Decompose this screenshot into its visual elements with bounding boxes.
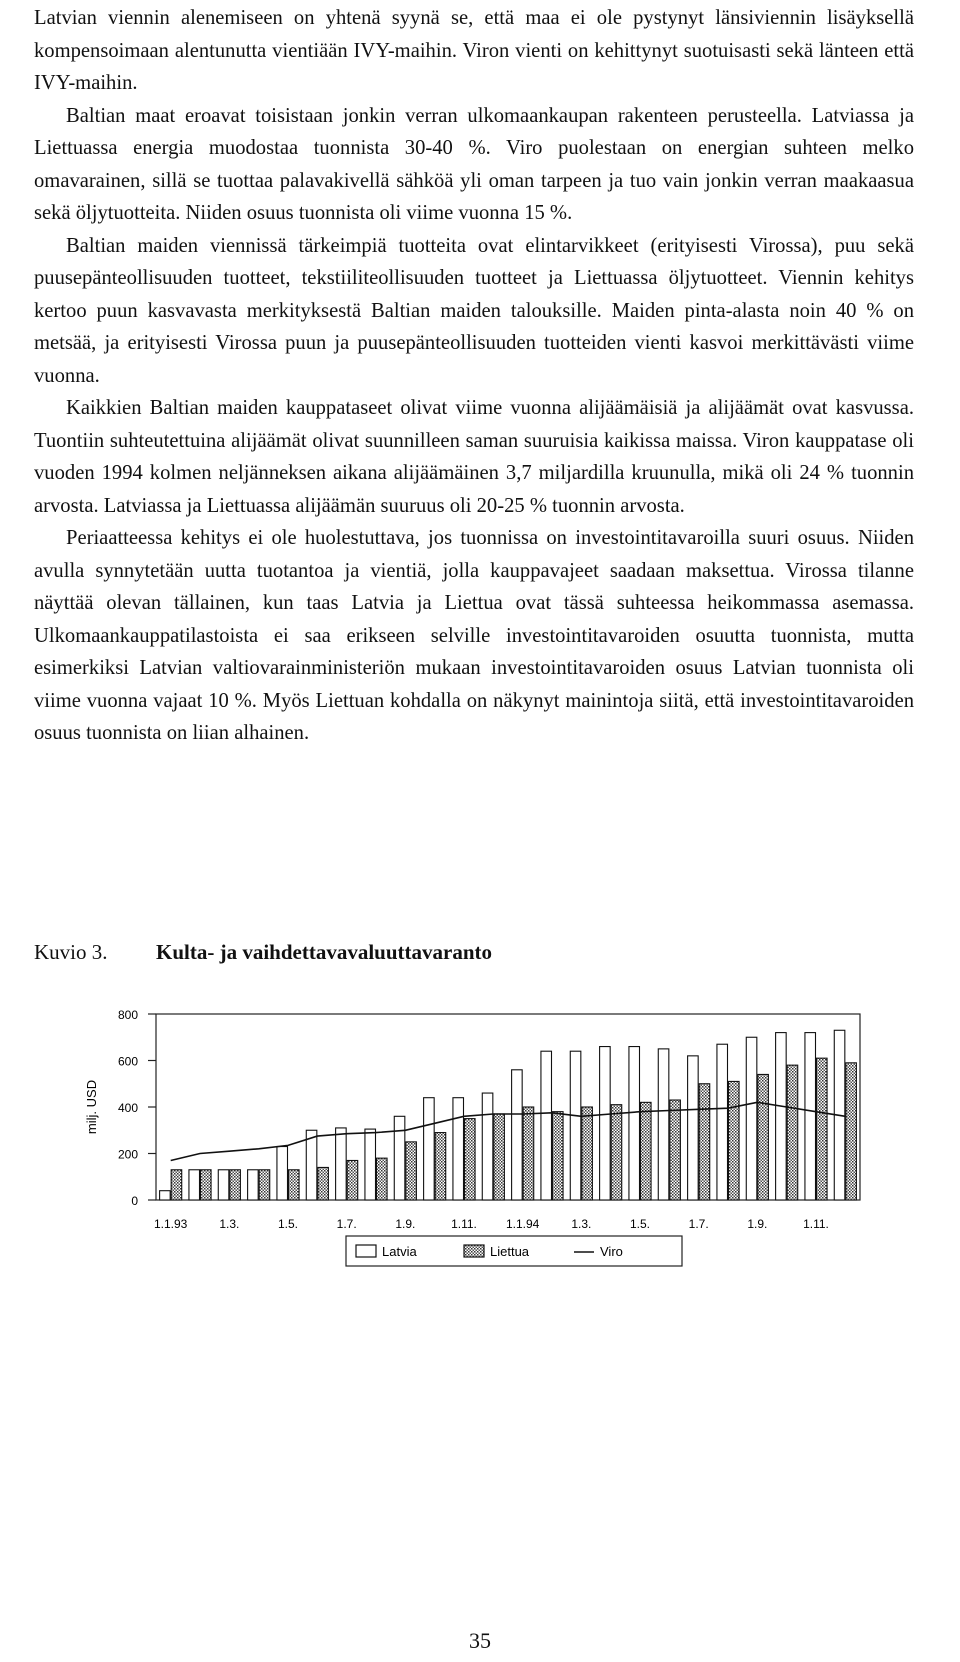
x-tick-label: 1.11. — [451, 1217, 477, 1231]
bar-latvia — [570, 1051, 581, 1200]
bar-latvia — [746, 1037, 757, 1200]
paragraph-2: Baltian maat eroavat toisistaan jonkin verran ulkomaankaupan rakenteen perusteella. Latviassa ja Liettuassa energia muodostaa tuonnista 30-40 %. Viro puolestaan on energian suhteen melko omavarainen, sillä se tuottaa palavakivellä sähköä yli oman tarpeen ja tuo vain jonkin verran maakaasua sekä öljytuotteita. Niiden osuus tuonnista oli viime vuonna 15 %. — [34, 104, 914, 224]
bar-liettua — [318, 1167, 329, 1200]
bar-liettua — [406, 1142, 417, 1200]
bar-liettua — [201, 1170, 212, 1200]
x-tick-label: 1.3. — [571, 1217, 592, 1231]
bar-liettua — [553, 1112, 564, 1200]
bar-liettua — [611, 1105, 622, 1200]
page-number: 35 — [469, 1628, 491, 1653]
y-tick-label: 400 — [117, 1101, 138, 1115]
y-tick-label: 200 — [117, 1147, 138, 1162]
bar-latvia — [336, 1128, 347, 1200]
bar-latvia — [482, 1093, 493, 1200]
paragraph-3: Baltian maiden viennissä tärkeimpiä tuotteita ovat elintarvikkeet (erityisesti Virossa), puu sekä puusepänteollisuuden tuotteet, tekstiiliteollisuuden tuotteet ja Liettuassa öljytuotteet. Viennin kehitys kertoo puun kasvavasta merkityksestä Baltian maiden talouksille. Maiden pinta-alasta noin 40 % on metsää, ja erityisesti Virossa puun ja puusepänteollisuuden tuotteiden vienti kasvoi merkittävästi viime vuonna. — [34, 234, 914, 387]
bar-latvia — [541, 1051, 552, 1200]
bar-liettua — [699, 1084, 710, 1200]
bar-latvia — [277, 1147, 288, 1200]
bar-latvia — [306, 1130, 317, 1200]
bar-latvia — [453, 1098, 464, 1200]
paragraph-4: Kaikkien Baltian maiden kauppataseet olivat viime vuonna alijäämäisiä ja alijäämät ovat kasvussa. Tuontiin suhteutettuina alijäämät olivat suunnilleen saman suuruisia kaikissa maissa. Viron kauppatase oli vuoden 1994 kolmen neljänneksen aikana alijäämäinen 3,7 miljardilla kruunulla, mikä oli 24 % tuonnin arvosta. Latviassa ja Liettuassa alijäämän suuruus oli 20-25 % tuonnin arvosta. — [34, 397, 914, 517]
legend-swatch-liettua — [464, 1245, 484, 1257]
x-tick-label: 1.5. — [277, 1217, 299, 1231]
bar-latvia — [248, 1170, 259, 1200]
x-tick-label: 1.11. — [803, 1217, 829, 1231]
bar-latvia — [776, 1033, 787, 1200]
bar-liettua — [289, 1170, 300, 1200]
bar-liettua — [582, 1107, 593, 1200]
bar-liettua — [259, 1170, 270, 1200]
y-tick-label: 600 — [117, 1054, 138, 1069]
x-tick-label: 1.9. — [747, 1217, 768, 1231]
figure-label: Kuvio 3. — [34, 940, 108, 964]
x-tick-label: 1.3. — [219, 1217, 240, 1231]
paragraph-5: Periaatteessa kehitys ei ole huolestuttava, jos tuonnissa on investointitavaroilla suuri osuus. Niiden avulla synnytetään uutta tuotantoa ja vientiä, jolla kauppavajeet saadaan maksettua. Virossa tilanne näyttää olevan tällainen, kun taas Latvia ja Liettua ovat tässä suhteessa heikommassa asemassa. Ulkomaankauppatilastoista ei saa erikseen selville investointitavaroiden osuutta tuonnista, mutta esimerkiksi Latvian valtiovarainministeriön mukaan investointitavaroiden osuus Latvian tuonnista oli viime vuonna vajaat 10 %. Myös Liettuan kohdalla on näkynyt mainintoja siitä, että investointitavaroiden osuus tuonnista on liian alhainen. — [34, 527, 914, 744]
bar-liettua — [523, 1107, 534, 1200]
bar-latvia — [394, 1116, 405, 1200]
x-tick-label: 1.7. — [688, 1217, 709, 1231]
bar-latvia — [218, 1170, 229, 1200]
x-tick-label: 1.9. — [395, 1217, 416, 1231]
bar-liettua — [787, 1065, 798, 1200]
x-tick-label: 1.7. — [336, 1217, 357, 1231]
y-tick-label: 0 — [131, 1194, 138, 1208]
bar-liettua — [465, 1119, 476, 1200]
bar-liettua — [729, 1081, 740, 1200]
bar-liettua — [377, 1158, 388, 1200]
bar-latvia — [688, 1056, 699, 1200]
y-axis-label: milj. USD — [84, 1079, 99, 1135]
bar-liettua — [758, 1074, 769, 1200]
bar-liettua — [641, 1102, 652, 1200]
bar-latvia — [658, 1049, 669, 1200]
bar-latvia — [512, 1070, 523, 1200]
bar-latvia — [160, 1191, 171, 1200]
x-tick-label: 1.1.94 — [505, 1217, 540, 1231]
bar-latvia — [189, 1170, 200, 1200]
bar-liettua — [347, 1160, 358, 1200]
figure-title: Kulta- ja vaihdettavavaluuttavaranto — [156, 940, 492, 964]
bar-latvia — [424, 1098, 435, 1200]
bar-latvia — [600, 1047, 611, 1200]
bar-latvia — [629, 1047, 640, 1200]
bar-liettua — [494, 1114, 505, 1200]
legend-swatch-latvia — [356, 1245, 376, 1257]
paragraph-1: Latvian viennin alenemiseen on yhtenä syynä se, että maa ei ole pystynyt länsiviennin lisäyksellä kompensoimaan alentunutta vientiään IVY-maihin. Viron vienti on kehittynyt suotuisasti sekä länteen että IVY-maihin. — [34, 7, 914, 94]
bar-liettua — [670, 1100, 681, 1200]
legend-label-viro: Viro — [600, 1244, 623, 1259]
bar-liettua — [230, 1170, 241, 1200]
bar-latvia — [365, 1129, 376, 1200]
line-viro — [171, 1102, 846, 1160]
bar-liettua — [171, 1170, 182, 1200]
bar-liettua — [846, 1063, 857, 1200]
y-tick-label: 800 — [117, 1008, 138, 1022]
x-tick-label: 1.5. — [629, 1217, 651, 1231]
legend-label-latvia: Latvia — [382, 1244, 417, 1259]
bar-latvia — [717, 1044, 728, 1200]
bar-liettua — [435, 1133, 446, 1200]
bar-liettua — [817, 1058, 828, 1200]
bar-latvia — [805, 1033, 816, 1200]
x-tick-label: 1.1.93 — [153, 1217, 188, 1231]
legend-label-liettua: Liettua — [490, 1244, 530, 1259]
